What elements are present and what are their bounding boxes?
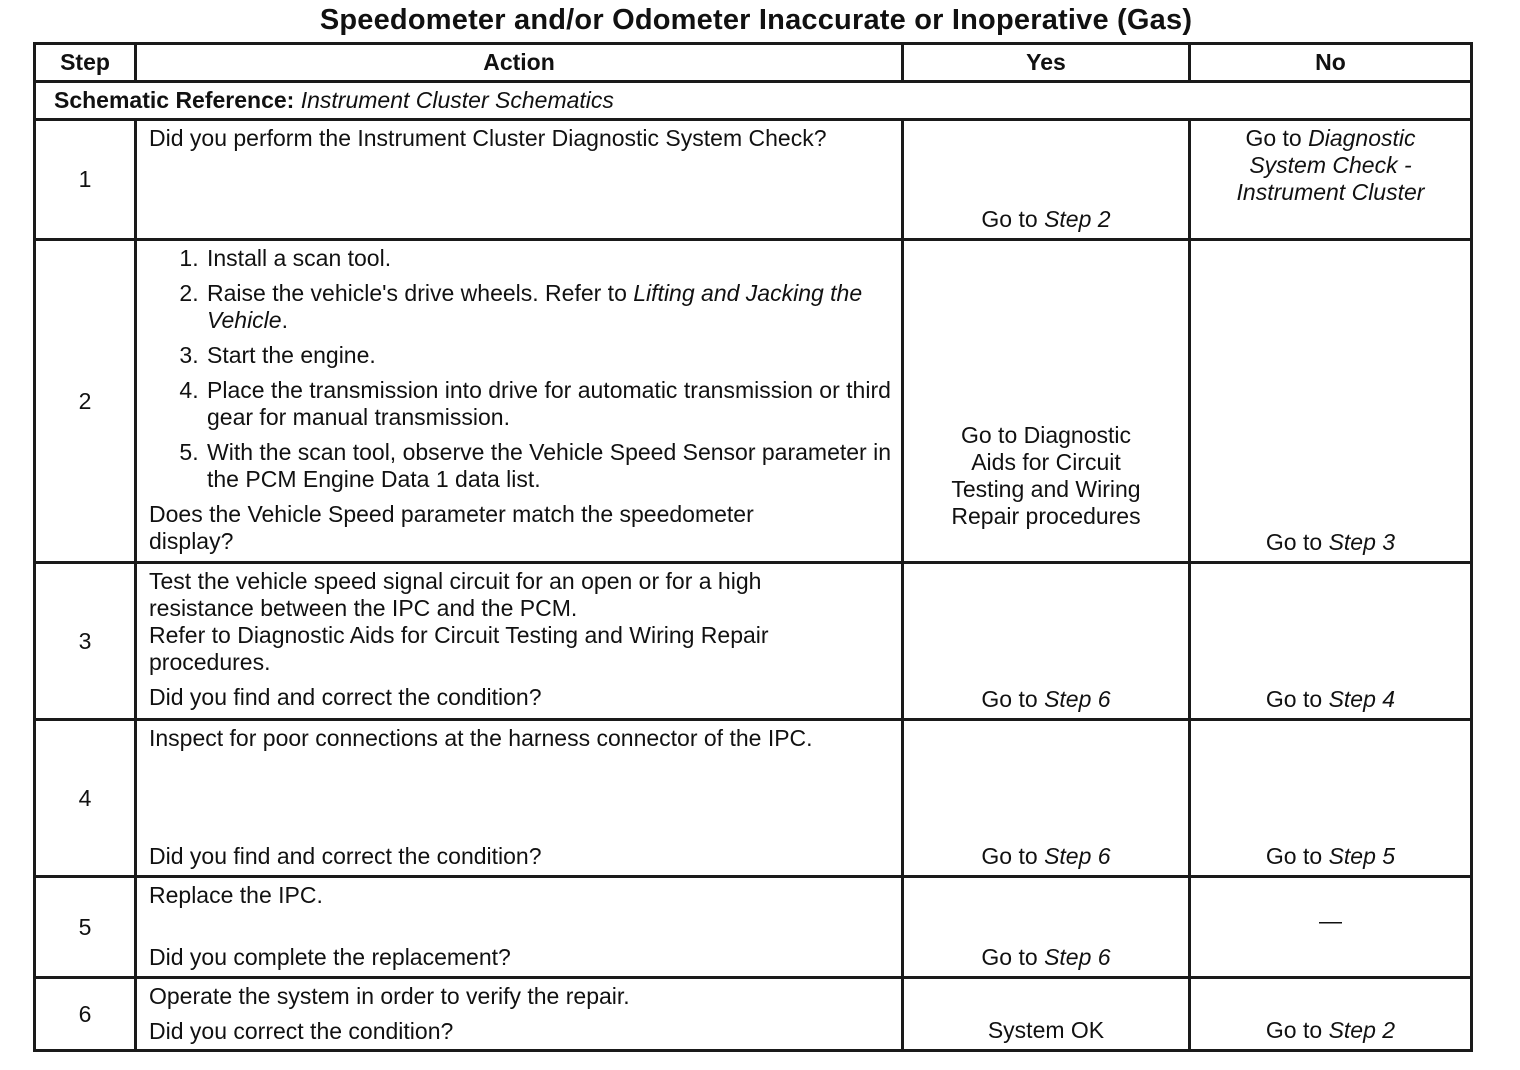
- action-cell: [136, 240, 903, 563]
- no-prefix: Go to: [1265, 529, 1323, 555]
- schematic-link[interactable]: Instrument Cluster Schematics: [300, 87, 614, 113]
- no-step-link[interactable]: Diagnostic System Check - Instrument Cluster: [1236, 125, 1425, 205]
- schematic-label: Schematic Reference:: [54, 87, 295, 113]
- table-row: [35, 240, 1472, 563]
- yes-step-link[interactable]: Step 6: [1044, 944, 1111, 970]
- schematic-reference: [35, 82, 1472, 120]
- yes-step-link[interactable]: Step 6: [1044, 686, 1111, 712]
- action-cell: [136, 563, 903, 720]
- substep-list: [149, 245, 891, 493]
- schematic-reference-row: [35, 82, 1472, 120]
- step-number: 5: [35, 877, 136, 978]
- no-cell: [1190, 563, 1472, 720]
- header-no: No: [1190, 44, 1472, 82]
- step-number: 2: [35, 240, 136, 563]
- action-cell: [136, 120, 903, 240]
- yes-text[interactable]: System OK: [987, 1017, 1105, 1043]
- table-row: [35, 120, 1472, 240]
- action-question: Did you find and correct the condition?: [149, 684, 542, 710]
- yes-cell: [903, 563, 1190, 720]
- yes-cell: [903, 240, 1190, 563]
- action-question: Did you find and correct the condition?: [149, 843, 542, 869]
- step-number: 3: [35, 563, 136, 720]
- header-yes: Yes: [903, 44, 1190, 82]
- action-reference: Refer to Diagnostic Aids for Circuit Testing and Wiring Repair procedures.: [149, 622, 769, 675]
- substep: 3. Start the engine.: [205, 342, 891, 369]
- action-text: Did you perform the Instrument Cluster Diagnostic System Check?: [149, 125, 827, 151]
- no-cell: [1190, 120, 1472, 240]
- table-row: [35, 563, 1472, 720]
- yes-cell: [903, 978, 1190, 1051]
- substep: 1. Install a scan tool.: [205, 245, 891, 272]
- action-text: Operate the system in order to verify the repair.: [149, 983, 630, 1009]
- lifting-jacking-link[interactable]: Lifting and Jacking the Vehicle: [207, 280, 863, 333]
- action-question: Does the Vehicle Speed parameter match the speedometer display?: [149, 501, 754, 554]
- yes-step-link[interactable]: Step 6: [1044, 843, 1111, 869]
- action-text: Test the vehicle speed signal circuit for an open or for a high resistance between the IPC and the PCM.: [149, 568, 762, 621]
- no-step-link[interactable]: Step 2: [1328, 1017, 1396, 1043]
- step-number: 1: [35, 120, 136, 240]
- page-title: Speedometer and/or Odometer Inaccurate or Inoperative (Gas): [319, 4, 1193, 36]
- action-question: Did you complete the replacement?: [149, 944, 511, 970]
- table-row: [35, 720, 1472, 877]
- no-prefix: Go to: [1245, 125, 1302, 151]
- no-step-link[interactable]: Step 5: [1328, 843, 1396, 869]
- yes-step-link[interactable]: Step 2: [1044, 206, 1111, 232]
- no-step-link[interactable]: Step 4: [1328, 686, 1396, 712]
- no-cell: [1190, 240, 1472, 563]
- header-step: Step: [35, 44, 136, 82]
- no-cell: [1190, 978, 1472, 1051]
- table-row: [35, 877, 1472, 978]
- yes-prefix: Go to: [981, 686, 1038, 712]
- no-cell: [1190, 720, 1472, 877]
- action-cell: [136, 978, 903, 1051]
- no-cell: [1190, 877, 1472, 978]
- header-action: Action: [136, 44, 903, 82]
- action-question: Did you correct the condition?: [149, 1018, 454, 1044]
- action-cell: [136, 720, 903, 877]
- step-number: 4: [35, 720, 136, 877]
- table-row: [35, 978, 1472, 1051]
- no-prefix: Go to: [1265, 843, 1323, 869]
- substep: 4. Place the transmission into drive for automatic transmission or third gear for manual transmission.: [205, 377, 891, 431]
- yes-cell: [903, 877, 1190, 978]
- no-step-link[interactable]: Step 3: [1328, 529, 1396, 555]
- yes-text[interactable]: Go to Diagnostic Aids for Circuit Testing and Wiring Repair procedures: [951, 422, 1141, 529]
- diagnostic-table: [33, 42, 1473, 1052]
- no-prefix: Go to: [1265, 1017, 1323, 1043]
- no-dash: —: [1319, 907, 1342, 934]
- action-cell: [136, 877, 903, 978]
- action-text: Inspect for poor connections at the harness connector of the IPC.: [149, 725, 813, 751]
- yes-cell: [903, 720, 1190, 877]
- action-text: Replace the IPC.: [149, 882, 323, 908]
- no-prefix: Go to: [1265, 686, 1323, 712]
- header-row: [35, 44, 1472, 82]
- yes-prefix: Go to: [981, 206, 1038, 232]
- step-number: 6: [35, 978, 136, 1051]
- substep: 5. With the scan tool, observe the Vehicle Speed Sensor parameter in the PCM Engine Data 1 data list.: [205, 439, 891, 493]
- yes-cell: [903, 120, 1190, 240]
- yes-prefix: Go to: [981, 843, 1038, 869]
- yes-prefix: Go to: [981, 944, 1038, 970]
- substep: 2. Raise the vehicle's drive wheels. Refer to Lifting and Jacking the Vehicle.: [205, 280, 891, 334]
